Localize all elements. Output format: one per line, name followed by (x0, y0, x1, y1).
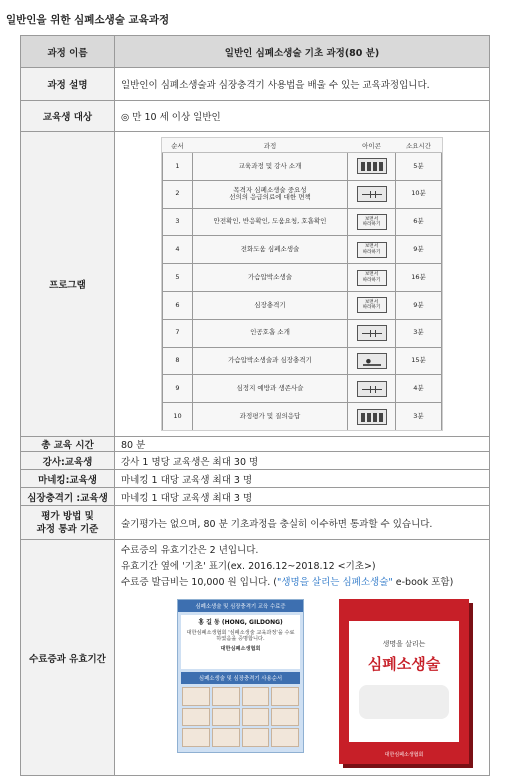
row-instructor-ratio (21, 452, 490, 470)
total-time-label: 총 교육 시간 (21, 437, 115, 452)
program-row (163, 319, 442, 347)
program-icon-cell (348, 264, 396, 292)
ebook-title-text: 심폐소생술 (367, 655, 441, 673)
aed-ratio-label: 심장충격기 :교육생 (21, 488, 115, 506)
program-title: 심장충격기 (193, 292, 348, 320)
program-row (163, 375, 442, 403)
certificate-text (121, 543, 483, 591)
cpr-step-image (212, 708, 240, 727)
evaluation-value: 술기평가는 없으며, 80 분 기초과정을 충실히 이수하면 통과할 수 있습니다. (115, 506, 490, 540)
program-icon-cell (348, 236, 396, 264)
ebook-publisher: 대한심폐소생협회 (384, 752, 424, 758)
people-icon (357, 409, 387, 425)
program-title: 과정평가 및 질의응답 (193, 403, 348, 430)
program-no: 10 (163, 403, 193, 430)
manikin-ratio-value: 마네킹 1 대당 교육생 최대 3 명 (115, 470, 490, 488)
target-label: 교육생 대상 (21, 101, 115, 132)
certificate-card-footer: 심폐소생술 및 심장충격기 사용순서 (181, 672, 300, 684)
program-header-row (163, 138, 442, 153)
row-manikin-ratio (21, 470, 490, 488)
ebook-cover-inner (349, 621, 459, 742)
manikin-ratio-label: 마네킹:교육생 (21, 470, 115, 488)
program-icon-cell (348, 347, 396, 375)
description-value: 일반인이 심폐소생술과 심장충격기 사용법을 배울 수 있는 교육과정입니다. (115, 68, 490, 101)
program-row (163, 264, 442, 292)
cpr-step-image (212, 728, 240, 747)
certificate-card-heading: 심폐소생술 및 심장충격기 교육 수료증 (178, 600, 303, 612)
program-icon-cell (348, 208, 396, 236)
program-time: 9분 (396, 292, 442, 320)
cpr-step-image (271, 687, 299, 706)
course-table (20, 35, 490, 776)
program-icon-cell (348, 403, 396, 430)
program-col-time: 소요시간 (396, 138, 442, 153)
program-no: 4 (163, 236, 193, 264)
certificate-line1: 수료증의 유효기간은 2 년입니다. (121, 545, 259, 556)
program-title: 가슴압박소생술 (193, 264, 348, 292)
certificate-card-text: 대한심폐소생협회 '심폐소생술 교육과정'을 수료하였음을 증명합니다. (186, 629, 295, 642)
ebook-cover-image (339, 599, 469, 764)
text-icon: 보면서 따라하기 (357, 297, 387, 313)
program-time: 3분 (396, 319, 442, 347)
program-title: 안전확인, 반응확인, 도움요청, 호흡확인 (193, 208, 348, 236)
cpr-step-image (182, 728, 210, 747)
slide-icon (357, 325, 387, 341)
program-time: 9분 (396, 236, 442, 264)
program-row (163, 347, 442, 375)
cpr-step-image (182, 708, 210, 727)
slide-icon (357, 186, 387, 202)
program-title: 가슴압박소생술과 심장충격기 (193, 347, 348, 375)
program-time: 16분 (396, 264, 442, 292)
program-time: 10분 (396, 180, 442, 208)
instructor-ratio-label: 강사:교육생 (21, 452, 115, 470)
program-no: 2 (163, 180, 193, 208)
program-title: 심정지 예방과 생존사슬 (193, 375, 348, 403)
program-row (163, 208, 442, 236)
program-row (163, 292, 442, 320)
row-description (21, 68, 490, 101)
program-time: 4분 (396, 375, 442, 403)
cpr-practice-icon (357, 353, 387, 369)
instructor-ratio-value: 강사 1 명당 교육생은 최대 30 명 (115, 452, 490, 470)
row-total-time (21, 437, 490, 452)
cpr-step-image (182, 687, 210, 706)
certificate-images (121, 599, 483, 775)
certificate-line2: 유효기간 옆에 '기초' 표기(ex. 2016.12~2018.12 <기초>) (121, 561, 376, 572)
program-row (163, 153, 442, 181)
description-label: 과정 설명 (21, 68, 115, 101)
row-evaluation (21, 506, 490, 540)
program-time: 3분 (396, 403, 442, 430)
certificate-line3-suffix: e-book 포함) (392, 577, 454, 588)
program-time: 15분 (396, 347, 442, 375)
program-no: 8 (163, 347, 193, 375)
program-icon-cell (348, 180, 396, 208)
cpr-step-image (271, 708, 299, 727)
program-row (163, 180, 442, 208)
ebook-icons (359, 685, 449, 719)
program-title: 교육과정 및 강사 소개 (193, 153, 348, 181)
program-title: 전화도움 심폐소생술 (193, 236, 348, 264)
row-aed-ratio (21, 488, 490, 506)
program-col-title: 과정 (193, 138, 348, 153)
header-value: 일반인 심폐소생술 기초 과정(80 분) (115, 36, 490, 68)
program-time: 6분 (396, 208, 442, 236)
certificate-card-body (181, 615, 300, 669)
row-program (21, 132, 490, 437)
program-row (163, 403, 442, 430)
program-icon-cell (348, 153, 396, 181)
program-no: 1 (163, 153, 193, 181)
program-no: 5 (163, 264, 193, 292)
text-icon: 보면서 따라하기 (357, 270, 387, 286)
ebook-title: "생명을 살리는 심폐소생술" (277, 577, 393, 588)
program-no: 7 (163, 319, 193, 347)
evaluation-label-line1: 평가 방법 및 (41, 510, 94, 522)
cpr-step-image (271, 728, 299, 747)
certificate-card-image (177, 599, 304, 753)
document-title: 일반인을 위한 심폐소생술 교육과정 (6, 14, 170, 26)
program-icon-cell (348, 319, 396, 347)
certificate-label: 수료증과 유효기간 (21, 540, 115, 776)
people-icon (357, 158, 387, 174)
program-no: 6 (163, 292, 193, 320)
ebook-subtitle: 생명을 살리는 (382, 640, 426, 648)
cpr-step-image (242, 728, 270, 747)
program-label: 프로그램 (21, 132, 115, 437)
program-no: 9 (163, 375, 193, 403)
slide-icon (357, 381, 387, 397)
cpr-step-image (242, 687, 270, 706)
cpr-step-image (212, 687, 240, 706)
certificate-card-issuer: 대한심폐소생협회 (220, 645, 261, 652)
program-cell (115, 132, 490, 437)
cpr-step-image (242, 708, 270, 727)
evaluation-label (21, 506, 115, 540)
program-time: 5분 (396, 153, 442, 181)
program-icon-cell (348, 292, 396, 320)
certificate-line3 (121, 575, 483, 591)
program-col-no: 순서 (163, 138, 193, 153)
total-time-value: 80 분 (115, 437, 490, 452)
program-schedule (162, 138, 442, 430)
text-icon: 보면서 따라하기 (357, 242, 387, 258)
certificate-line3-prefix: 수료증 발급비는 10,000 원 입니다. ( (121, 577, 278, 588)
header-row (21, 36, 490, 68)
row-certificate (21, 540, 490, 776)
program-image (161, 137, 443, 431)
aed-ratio-value: 마네킹 1 대당 교육생 최대 3 명 (115, 488, 490, 506)
header-label: 과정 이름 (21, 36, 115, 68)
row-target (21, 101, 490, 132)
program-no: 3 (163, 208, 193, 236)
program-icon-cell (348, 375, 396, 403)
program-title: 목격자 심폐소생술 중요성 선의의 응급의료에 대한 면책 (193, 180, 348, 208)
program-body (163, 153, 442, 430)
certificate-cell (115, 540, 490, 776)
cpr-steps-grid (182, 687, 299, 747)
certificate-card-name: 홍 길 동 (HONG, GILDONG) (198, 619, 283, 626)
evaluation-label-line2: 과정 통과 기준 (36, 523, 99, 535)
program-row (163, 236, 442, 264)
program-col-icon: 아이콘 (348, 138, 396, 153)
target-value: ◎ 만 10 세 이상 일반인 (115, 101, 490, 132)
text-icon: 보면서 따라하기 (357, 214, 387, 230)
program-title: 인공호흡 소개 (193, 319, 348, 347)
